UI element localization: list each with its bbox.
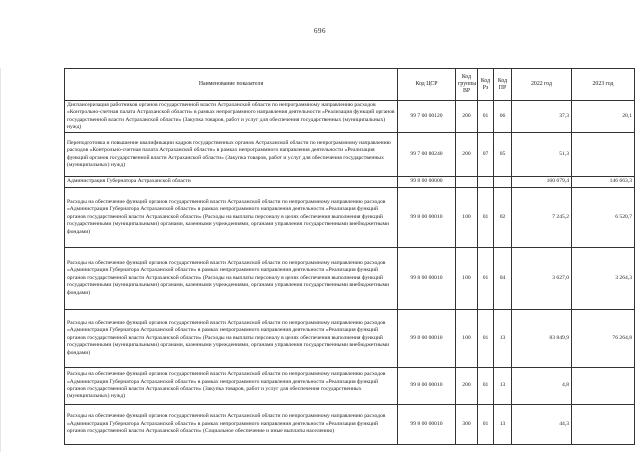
- row-csr: 99 8 00 00010: [398, 368, 456, 405]
- header-csr: Код ЦСР: [398, 69, 456, 101]
- row-csr: 99 7 00 80240: [398, 133, 456, 177]
- header-rz: Код Рз: [478, 69, 494, 101]
- row-vr: 300: [456, 405, 478, 445]
- row-pr: 13: [494, 405, 512, 445]
- row-2023: [572, 368, 635, 405]
- page-number: 696: [314, 27, 326, 35]
- row-rz: 01: [478, 101, 494, 133]
- row-name: Диспансеризация работников органов государственной власти Астраханской области по непрограммному направлению расходов «Контрольно-счетная палата Астраханской области» в рамках непрограммного направления деятельности «Реализация функций органов государственной власти Астраханской области» (Закупка товаров, работ и услуг для обеспечения государственных (муниципальных) нужд): [65, 101, 398, 133]
- row-2022: 51,3: [512, 133, 572, 177]
- scan-edge: [0, 68, 1, 452]
- row-name: Переподготовка и повышение квалификации кадров государственных органов Астраханской области по непрограммному направлению расходов «Контрольно-счетная палата Астраханской области» в рамках непрограммного направления деятельности «Реализация функций органов государственной власти Астраханской области» (Закупка товаров, работ и услуг для обеспечения государственных (муниципальных) нужд): [65, 133, 398, 177]
- row-vr: 100: [456, 310, 478, 368]
- header-name: Наименование показателя: [65, 69, 398, 101]
- header-2022: 2022 год: [512, 69, 572, 101]
- row-rz: 01: [478, 188, 494, 248]
- table-row: [65, 368, 635, 405]
- row-pr: 02: [494, 188, 512, 248]
- row-2023: 146 663,3: [572, 177, 635, 188]
- row-2023: 20,1: [572, 101, 635, 133]
- table-row: [65, 101, 635, 133]
- header-vr: Код группы ВР: [456, 69, 478, 101]
- row-name: Расходы на обеспечение функций органов государственной власти Астраханской области по непрограммному направлению расходов «Администрация Губернатора Астраханской области» в рамках непрограммного направления деятельности «Реализация функций органов государственной власти Астраханской области» (Расходы на выплаты персоналу в целях обеспечения выполнения функций государственными (муниципальными) органами, казенными учреждениями, органами управления государственными внебюджетными фондами): [65, 188, 398, 248]
- row-csr: 99 8 00 00010: [398, 248, 456, 310]
- header-2023: 2023 год: [572, 69, 635, 101]
- row-pr: 13: [494, 310, 512, 368]
- header-pr: Код ПР: [494, 69, 512, 101]
- row-pr: 05: [494, 133, 512, 177]
- row-2022: 3 627,0: [512, 248, 572, 310]
- row-pr: [494, 177, 512, 188]
- row-2022: 4,8: [512, 368, 572, 405]
- row-pr: 06: [494, 101, 512, 133]
- table-row: [65, 133, 635, 177]
- row-vr: 200: [456, 368, 478, 405]
- row-name: Администрация Губернатора Астраханской области: [65, 177, 398, 188]
- row-csr: 99 8 00 00010: [398, 310, 456, 368]
- row-2023: 3 264,3: [572, 248, 635, 310]
- table-row: [65, 177, 635, 188]
- row-csr: 99 8 00 00010: [398, 188, 456, 248]
- row-name: Расходы на обеспечение функций органов государственной власти Астраханской области по непрограммному направлению расходов «Администрация Губернатора Астраханской области» в рамках непрограммного направления деятельности «Реализация функций органов государственной власти Астраханской области» (Расходы на выплаты персоналу в целях обеспечения выполнения функций государственными (муниципальными) органами, казенными учреждениями, органами управления государственными внебюджетными фондами): [65, 248, 398, 310]
- table-row: [65, 188, 635, 248]
- row-2022: 7 245,2: [512, 188, 572, 248]
- header-row: [65, 69, 635, 101]
- table-row: [65, 405, 635, 445]
- row-pr: 04: [494, 248, 512, 310]
- row-2022: 37,3: [512, 101, 572, 133]
- row-csr: 99 8 00 00010: [398, 405, 456, 445]
- budget-table: [64, 68, 635, 445]
- row-name: Расходы на обеспечение функций органов государственной власти Астраханской области по непрограммному направлению расходов «Администрация Губернатора Астраханской области» в рамках непрограммного направления деятельности «Реализация функций органов государственной власти Астраханской области» (Социальное обеспечение и иные выплаты населению): [65, 405, 398, 445]
- row-name: Расходы на обеспечение функций органов государственной власти Астраханской области по непрограммному направлению расходов «Администрация Губернатора Астраханской области» в рамках непрограммного направления деятельности «Реализация функций органов государственной власти Астраханской области» (Закупка товаров, работ и услуг для обеспечения государственных (муниципальных) нужд): [65, 368, 398, 405]
- row-rz: 01: [478, 310, 494, 368]
- row-vr: 200: [456, 133, 478, 177]
- row-2022: 160 679,4: [512, 177, 572, 188]
- row-2023: [572, 133, 635, 177]
- row-2023: 6 520,7: [572, 188, 635, 248]
- row-vr: 100: [456, 248, 478, 310]
- row-2023: 76 264,8: [572, 310, 635, 368]
- row-csr: 99 7 00 00120: [398, 101, 456, 133]
- row-vr: [456, 177, 478, 188]
- table-row: [65, 248, 635, 310]
- row-name: Расходы на обеспечение функций органов государственной власти Астраханской области по непрограммному направлению расходов «Администрация Губернатора Астраханской области» в рамках непрограммного направления деятельности «Реализация функций органов государственной власти Астраханской области» (Расходы на выплаты персоналу в целях обеспечения выполнения функций государственными (муниципальными) органами, казенными учреждениями, органами управления государственными внебюджетными фондами): [65, 310, 398, 368]
- row-pr: 13: [494, 368, 512, 405]
- row-2022: 44,3: [512, 405, 572, 445]
- row-csr: 99 8 00 00000: [398, 177, 456, 188]
- row-rz: 01: [478, 368, 494, 405]
- row-2022: 83 849,9: [512, 310, 572, 368]
- row-rz: 01: [478, 248, 494, 310]
- row-vr: 100: [456, 188, 478, 248]
- row-2023: [572, 405, 635, 445]
- row-rz: 01: [478, 405, 494, 445]
- row-rz: [478, 177, 494, 188]
- row-rz: 07: [478, 133, 494, 177]
- row-vr: 200: [456, 101, 478, 133]
- table-row: [65, 310, 635, 368]
